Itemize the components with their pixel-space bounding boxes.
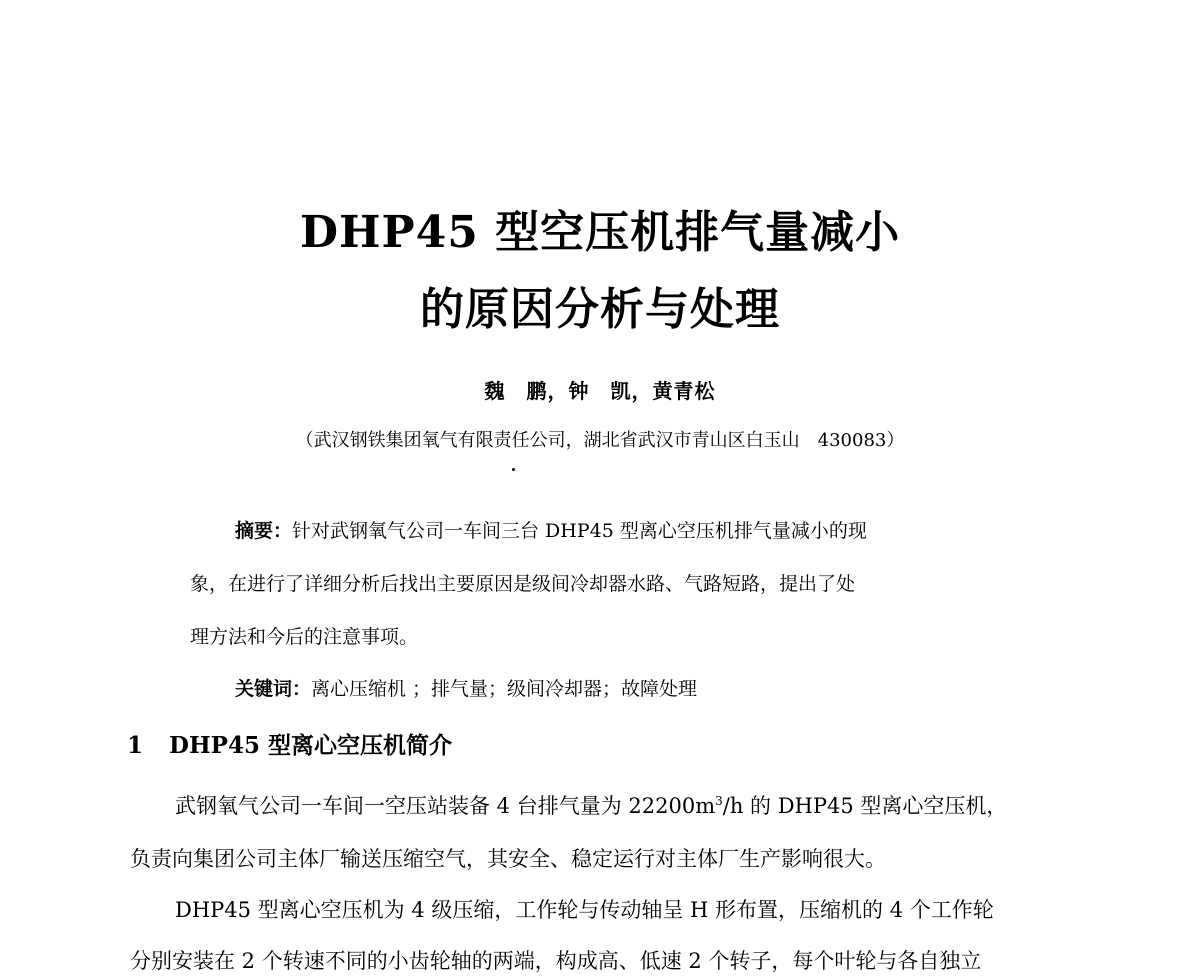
affiliation: （武汉钢铁集团氧气有限责任公司，湖北省武汉市青山区白玉山 430083） [295, 430, 905, 451]
abstract-text-1: 针对武钢氧气公司一车间三台 DHP45 型离心空压机排气量减小的现 [292, 520, 867, 542]
section-number: 1 [127, 732, 144, 759]
body-line-1-part-b: /h 的 DHP45 型离心空压机， [722, 794, 1008, 818]
section-title: DHP45 型离心空压机简介 [169, 732, 452, 759]
paper-title-line-2: 的原因分析与处理 [420, 284, 780, 335]
keywords-line [235, 676, 697, 703]
keywords-text: 离心压缩机 ；排气量；级间冷却器；故障处理 [311, 678, 698, 700]
body-line-3: DHP45 型离心空压机为 4 级压缩，工作轮与传动轴呈 H 形布置，压缩机的 4 个工作轮 [175, 898, 994, 922]
abstract-line-3: 理方法和今后的注意事项。 [190, 626, 419, 648]
body-line-4: 分别安装在 2 个转速不同的小齿轮轴的两端，构成高、低速 2 个转子，每个叶轮与各自独立 [130, 949, 982, 973]
authors: 魏 鹏，钟 凯，黄青松 [484, 379, 716, 403]
abstract-line-2: 象，在进行了详细分析后找出主要原因是级间冷却器水路、气路短路，提出了处 [190, 573, 856, 595]
paper-title-line-1: DHP45 型空压机排气量减小 [299, 207, 901, 258]
body-line-1 [175, 791, 1007, 821]
abstract-label: 摘要： [235, 520, 293, 542]
body-line-2: 负责向集团公司主体厂输送压缩空气，其安全、稳定运行对主体厂生产影响很大。 [130, 847, 886, 871]
stray-dot [512, 468, 515, 471]
abstract-line-1 [235, 518, 867, 545]
superscript-3: 3 [715, 794, 723, 808]
section-heading [127, 730, 452, 762]
keywords-label: 关键词： [235, 678, 312, 700]
body-line-1-part-a: 武钢氧气公司一车间一空压站装备 4 台排气量为 22200m [175, 794, 716, 818]
